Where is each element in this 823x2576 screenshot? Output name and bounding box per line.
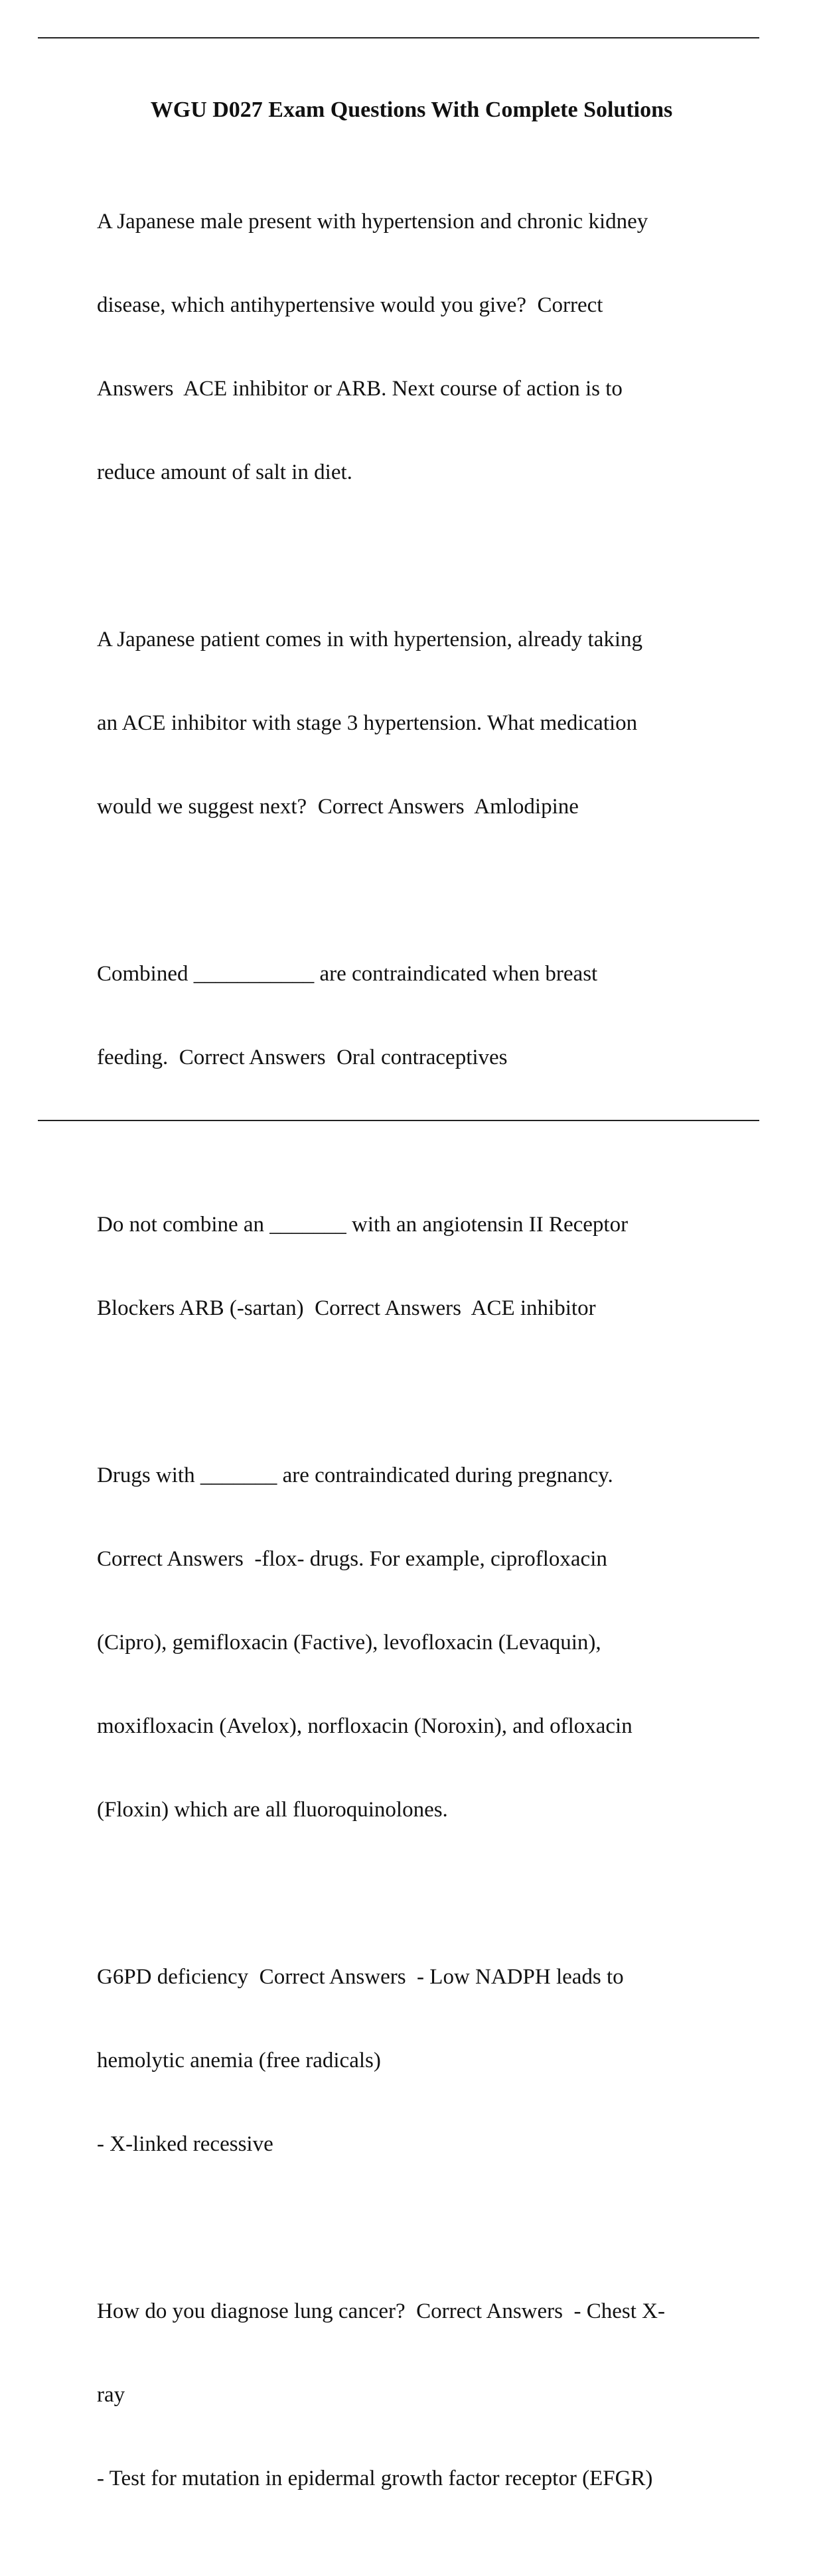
- qa-line: G6PD deficiency Correct Answers - Low NADPH leads to: [97, 1965, 624, 1989]
- qa-line: - Test for mutation in epidermal growth factor receptor (EFGR): [97, 2467, 653, 2490]
- qa-line: How do you diagnose lung cancer? Correct Answers - Chest X-: [97, 2299, 665, 2323]
- qa-item-6: [97, 1907, 727, 2214]
- footer-rule: [38, 1120, 759, 1121]
- qa-line: hemolytic anemia (free radicals): [97, 2049, 381, 2072]
- qa-line: reduce amount of salt in diet.: [97, 460, 352, 484]
- qa-item-2: [97, 570, 727, 876]
- qa-item-1: [97, 152, 727, 542]
- qa-line: Answers ACE inhibitor or ARB. Next course of action is to: [97, 377, 623, 401]
- qa-item-5: [97, 1406, 727, 1879]
- qa-line: would we suggest next? Correct Answers Amlodipine: [97, 795, 579, 819]
- qa-line: Drugs with _______ are contraindicated during pregnancy.: [97, 1463, 613, 1487]
- qa-item-7: [97, 2242, 727, 2548]
- qa-line: an ACE inhibitor with stage 3 hypertension. What medication: [97, 711, 638, 735]
- page-title: WGU D027 Exam Questions With Complete Solutions: [150, 98, 673, 122]
- qa-line: A Japanese male present with hypertension and chronic kidney: [97, 210, 648, 234]
- qa-line: Correct Answers -flox- drugs. For example, ciprofloxacin: [97, 1547, 607, 1571]
- header-rule: [38, 37, 759, 38]
- qa-item-3: [97, 904, 727, 1127]
- qa-line: (Floxin) which are all fluoroquinolones.: [97, 1798, 448, 1822]
- qa-line: A Japanese patient comes in with hypertension, already taking: [97, 628, 643, 651]
- qa-line: ray: [97, 2383, 125, 2407]
- qa-line: - X-linked recessive: [97, 2132, 273, 2156]
- qa-line: Combined ___________ are contraindicated when breast: [97, 962, 598, 986]
- qa-line: disease, which antihypertensive would you give? Correct: [97, 293, 603, 317]
- qa-line: Blockers ARB (-sartan) Correct Answers ACE inhibitor: [97, 1296, 596, 1320]
- qa-line: Do not combine an _______ with an angiotensin II Receptor: [97, 1213, 629, 1237]
- qa-line: feeding. Correct Answers Oral contraceptives: [97, 1046, 508, 1069]
- document-body: [97, 152, 727, 2576]
- qa-line: (Cipro), gemifloxacin (Factive), levofloxacin (Levaquin),: [97, 1631, 601, 1655]
- qa-line: moxifloxacin (Avelox), norfloxacin (Noroxin), and ofloxacin: [97, 1714, 633, 1738]
- qa-item-4: [97, 1155, 727, 1378]
